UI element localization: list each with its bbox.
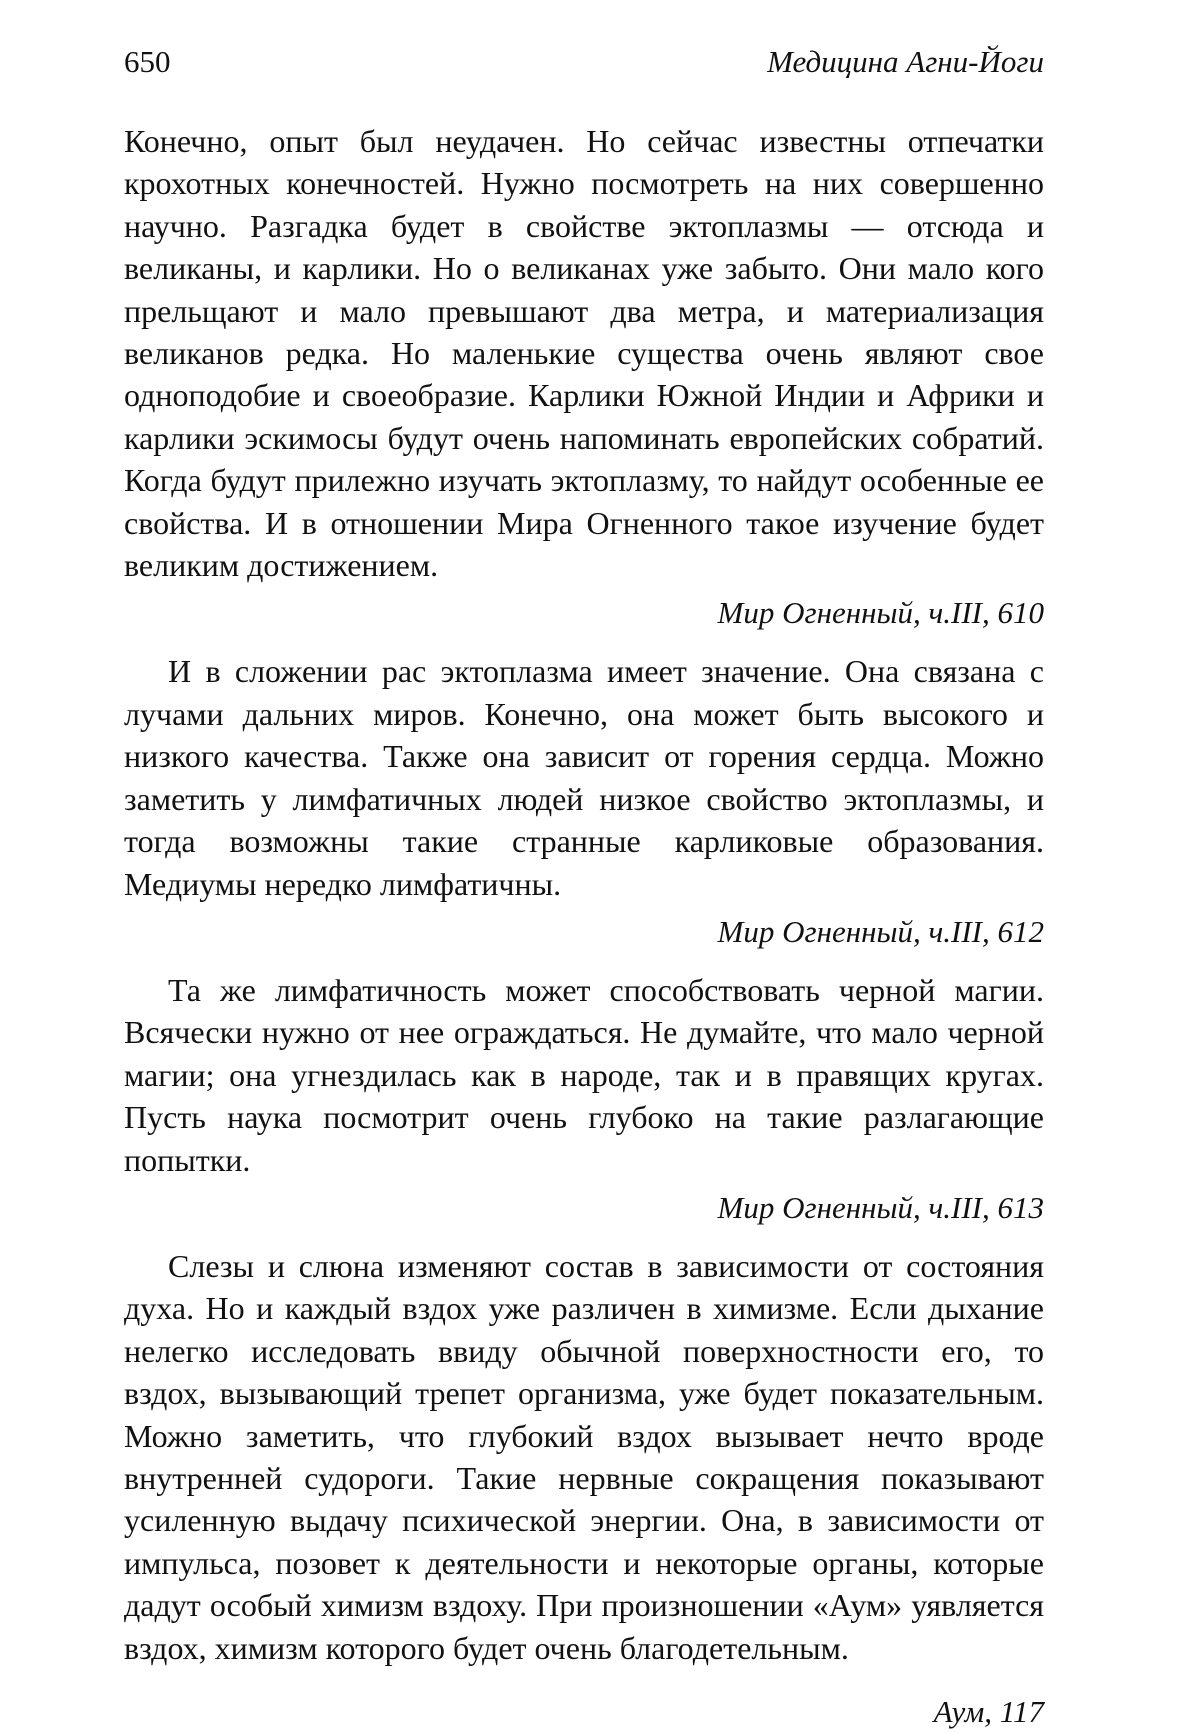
- source-citation-3: Мир Огненный, ч.III, 613: [717, 1189, 1044, 1225]
- running-head: [124, 40, 1044, 84]
- running-title: Медицина Агни-Йоги: [767, 44, 1044, 79]
- paragraph-4: Слезы и слюна изменяют состав в зависимости от состояния духа. Но и каждый вздох уже различен в химизме. Если дыхание нелегко исследовать ввиду обычной поверхностности его, то вздох, вызывающий трепет организма, уже будет показательным. Можно заметить, что глубокий вздох вызывает нечто вроде внутренней судороги. Такие нервные сокращения показывают усиленную выдачу психической энергии. Она, в зависимости от импульса, позовет к деятельности и некоторые органы, которые дадут особый химизм вздоху. При произношении «Аум» уявляется вздох, химизм которого будет очень благодетельным.: [124, 1247, 1044, 1666]
- page-number: 650: [124, 44, 171, 79]
- paragraph-1: Конечно, опыт был неудачен. Но сейчас известны отпечатки крохотных конечностей. Нужно посмотреть на них совершенно научно. Разгадка будет в свойстве эктоплазмы — отсюда и великаны, и карлики. Но о великанах уже забыто. Они мало кого прельщают и мало превышают два метра, и материализация великанов редка. Но маленькие существа очень являют свое одноподобие и своеобразие. Карлики Южной Индии и Африки и карлики эскимосы будут очень напоминать европейских собратий. Когда будут прилежно изучать эктоплазму, то найдут особенные ее свойства. И в отношении Мира Огненного такое изучение будет великим достижением.: [124, 123, 1044, 584]
- paragraph-3: Та же лимфатичность может способствовать черной магии. Всячески нужно от нее ограждаться. Не думайте, что мало черной магии; она угнездилась как в народе, так и в правящих кругах. Пусть наука посмотрит очень глубоко на такие разлагающие попытки.: [124, 971, 1044, 1178]
- source-citation-1: Мир Огненный, ч.III, 610: [717, 595, 1044, 631]
- page-body: [124, 120, 1044, 1733]
- paragraph-2: И в сложении рас эктоплазма имеет значение. Она связана с лучами дальних миров. Конечно, она может быть высокого и низкого качества. Также она зависит от горения сердца. Можно заметить у лимфатичных людей низкое свойство эктоплазмы, и тогда возможны такие странные карликовые образования. Медиумы нередко лимфатичны.: [124, 653, 1044, 902]
- source-citation-4: Аум, 117: [933, 1694, 1044, 1729]
- book-page: [124, 40, 1044, 1729]
- source-citation-2: Мир Огненный, ч.III, 612: [717, 913, 1044, 949]
